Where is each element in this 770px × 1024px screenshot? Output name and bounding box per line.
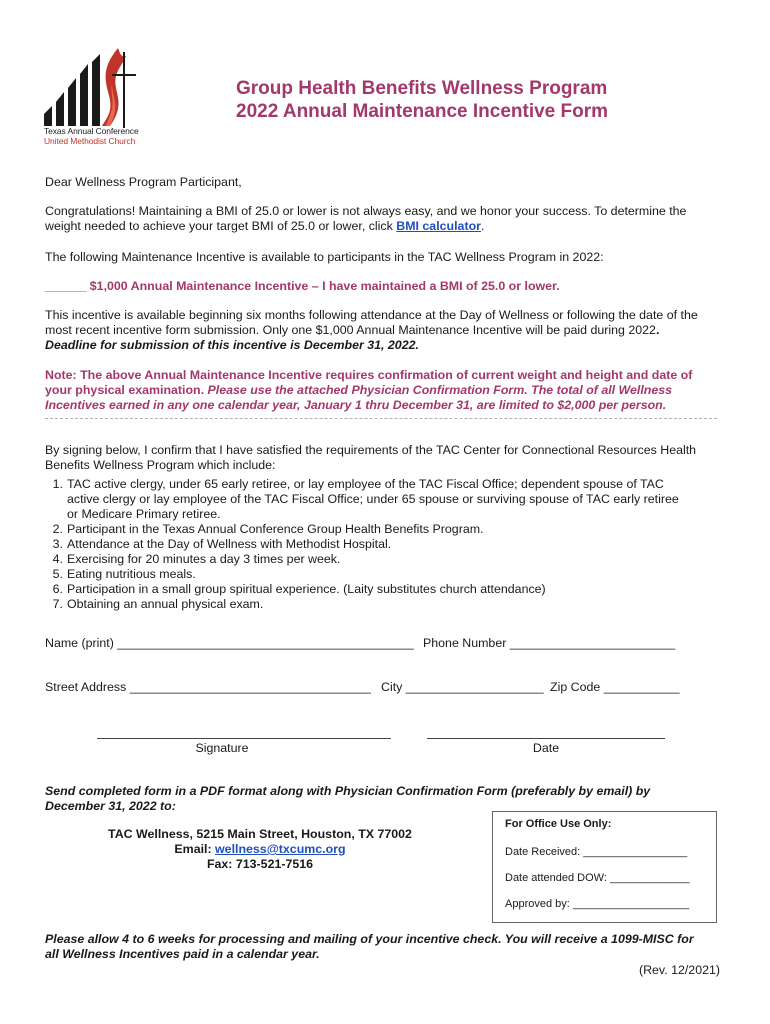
form-title-line2: 2022 Annual Maintenance Incentive Form <box>236 101 609 122</box>
requirement-number: 5. <box>52 567 63 581</box>
logo-bar-4 <box>80 64 88 126</box>
requirement-item <box>45 567 679 582</box>
requirement-text: Participant in the Texas Annual Conference Group Health Benefits Program. <box>67 522 484 536</box>
mailing-address: TAC Wellness, 5215 Main Street, Houston, TX 77002 <box>108 827 412 841</box>
incentive-paragraph <box>45 308 698 353</box>
deadline-text: Deadline for submission of this incentive is December 31, 2022. <box>45 338 419 352</box>
bmi-calculator-link[interactable]: BMI calculator <box>396 219 481 233</box>
send-instructions <box>45 784 650 814</box>
congrats-line2-text: weight needed to achieve your target BMI of 25.0 or lower, click <box>45 219 397 233</box>
office-use-box <box>492 811 717 923</box>
greeting: Dear Wellness Program Participant, <box>45 175 242 189</box>
logo-text-church: United Methodist Church <box>44 136 136 146</box>
incentive-line1: This incentive is available beginning six months following attendance at the Day of Wellness or following the date of the <box>45 308 698 322</box>
email-link[interactable]: wellness@txcumc.org <box>215 842 346 856</box>
email-label: Email: <box>174 842 216 856</box>
logo-cross-horizontal <box>112 74 136 76</box>
requirement-text: Participation in a small group spiritual experience. (Laity substitutes church attendance) <box>67 582 546 596</box>
allow-line2: all Wellness Incentives paid in a calendar year. <box>45 947 320 961</box>
requirement-number: 7. <box>52 597 63 611</box>
requirement-text: Eating nutritious meals. <box>67 567 196 581</box>
note-line2-b: Please use the attached Physician Confirmation Form. The total of all Wellness <box>207 383 673 397</box>
revision-date: (Rev. 12/2021) <box>638 963 720 977</box>
name-field[interactable]: Name (print) ___________________________________________ <box>45 636 414 650</box>
requirement-item <box>45 597 679 612</box>
date-label: Date <box>532 741 560 755</box>
note-line2 <box>45 383 692 398</box>
fax-line: Fax: 713-521-7516 <box>206 857 314 871</box>
contact-block <box>60 827 460 872</box>
note-line3: Incentives earned in any one calendar year, January 1 thru December 31, are limited to $2,000 per person. <box>45 398 667 412</box>
note-line2-a: your physical examination. <box>45 383 208 397</box>
street-address-field[interactable]: Street Address ___________________________________ <box>45 680 371 694</box>
requirement-item <box>45 522 679 537</box>
note-line1: Note: The above Annual Maintenance Incentive requires confirmation of current weight and height and date of <box>45 368 693 382</box>
requirement-text: TAC active clergy, under 65 early retiree, or lay employee of the TAC Fiscal Office; dependent spouse of TAC <box>67 477 664 491</box>
requirement-text: Attendance at the Day of Wellness with Methodist Hospital. <box>67 537 392 551</box>
email-line <box>60 842 460 857</box>
processing-notice <box>45 932 694 962</box>
date-received-field[interactable]: Date Received: _________________ <box>505 846 688 858</box>
congrats-paragraph <box>45 204 686 234</box>
allow-line1: Please allow 4 to 6 weeks for processing and mailing of your incentive check. You will receive a 1099-MISC for <box>45 932 694 946</box>
send-line2: December 31, 2022 to: <box>45 799 176 813</box>
signature-label: Signature <box>195 741 249 755</box>
incentive-line2 <box>45 323 698 338</box>
requirement-number: 3. <box>52 537 63 551</box>
logo-cross-vertical <box>123 52 125 128</box>
requirement-item <box>45 552 679 567</box>
congrats-line1: Congratulations! Maintaining a BMI of 25.0 or lower is not always easy, and we honor your success. To determine the <box>45 204 687 218</box>
requirement-item <box>45 537 679 552</box>
requirement-number: 6. <box>52 582 63 596</box>
office-use-title: For Office Use Only: <box>505 818 612 830</box>
zip-code-field[interactable]: Zip Code ___________ <box>550 680 680 694</box>
note-paragraph <box>45 368 692 413</box>
approved-by-field[interactable]: Approved by: ___________________ <box>505 898 690 910</box>
requirement-number: 4. <box>52 552 63 566</box>
requirement-text: or Medicare Primary retiree. <box>67 507 221 521</box>
confirm-line1: By signing below, I confirm that I have satisfied the requirements of the TAC Center for Connectional Resources Health <box>45 443 697 457</box>
requirement-text: active clergy or lay employee of the TAC Fiscal Office; under 65 spouse or surviving spouse of TAC early retiree <box>67 492 679 506</box>
incentive-line2-text: most recent incentive form submission. Only one $1,000 Annual Maintenance Incentive will be paid during 2022 <box>45 323 656 337</box>
incentive-option: ______ $1,000 Annual Maintenance Incentive – I have maintained a BMI of 25.0 or lower. <box>45 279 560 293</box>
congrats-line2-end: . <box>480 219 485 233</box>
requirements-list <box>45 477 679 612</box>
requirement-text: Exercising for 20 minutes a day 3 times per week. <box>67 552 341 566</box>
date-line[interactable] <box>427 738 665 739</box>
form-title-line1: Group Health Benefits Wellness Program <box>236 78 608 99</box>
send-line1: Send completed form in a PDF format along with Physician Confirmation Form (preferably by email) by <box>45 784 651 798</box>
incentive-line2-end: . <box>655 323 660 337</box>
signature-line[interactable] <box>97 738 391 739</box>
logo-bar-2 <box>56 92 64 126</box>
logo-text-conference: Texas Annual Conference <box>44 126 139 136</box>
logo-bar-3 <box>68 78 76 126</box>
city-field[interactable]: City ____________________ <box>381 680 544 694</box>
section-divider <box>45 418 717 419</box>
requirement-item <box>45 477 679 522</box>
requirement-number: 1. <box>52 477 63 491</box>
available-text: The following Maintenance Incentive is available to participants in the TAC Wellness Program in 2022: <box>45 250 604 264</box>
requirement-item <box>45 582 679 597</box>
congrats-line2 <box>45 219 686 234</box>
date-attended-field[interactable]: Date attended DOW: _____________ <box>505 872 690 884</box>
logo-bar-5 <box>92 54 100 126</box>
confirm-line2: Benefits Wellness Program which include: <box>45 458 276 472</box>
phone-field[interactable]: Phone Number ________________________ <box>423 636 676 650</box>
logo-bar-1 <box>44 106 52 126</box>
requirement-number: 2. <box>52 522 63 536</box>
requirement-text: Obtaining an annual physical exam. <box>67 597 264 611</box>
confirm-paragraph <box>45 443 696 473</box>
